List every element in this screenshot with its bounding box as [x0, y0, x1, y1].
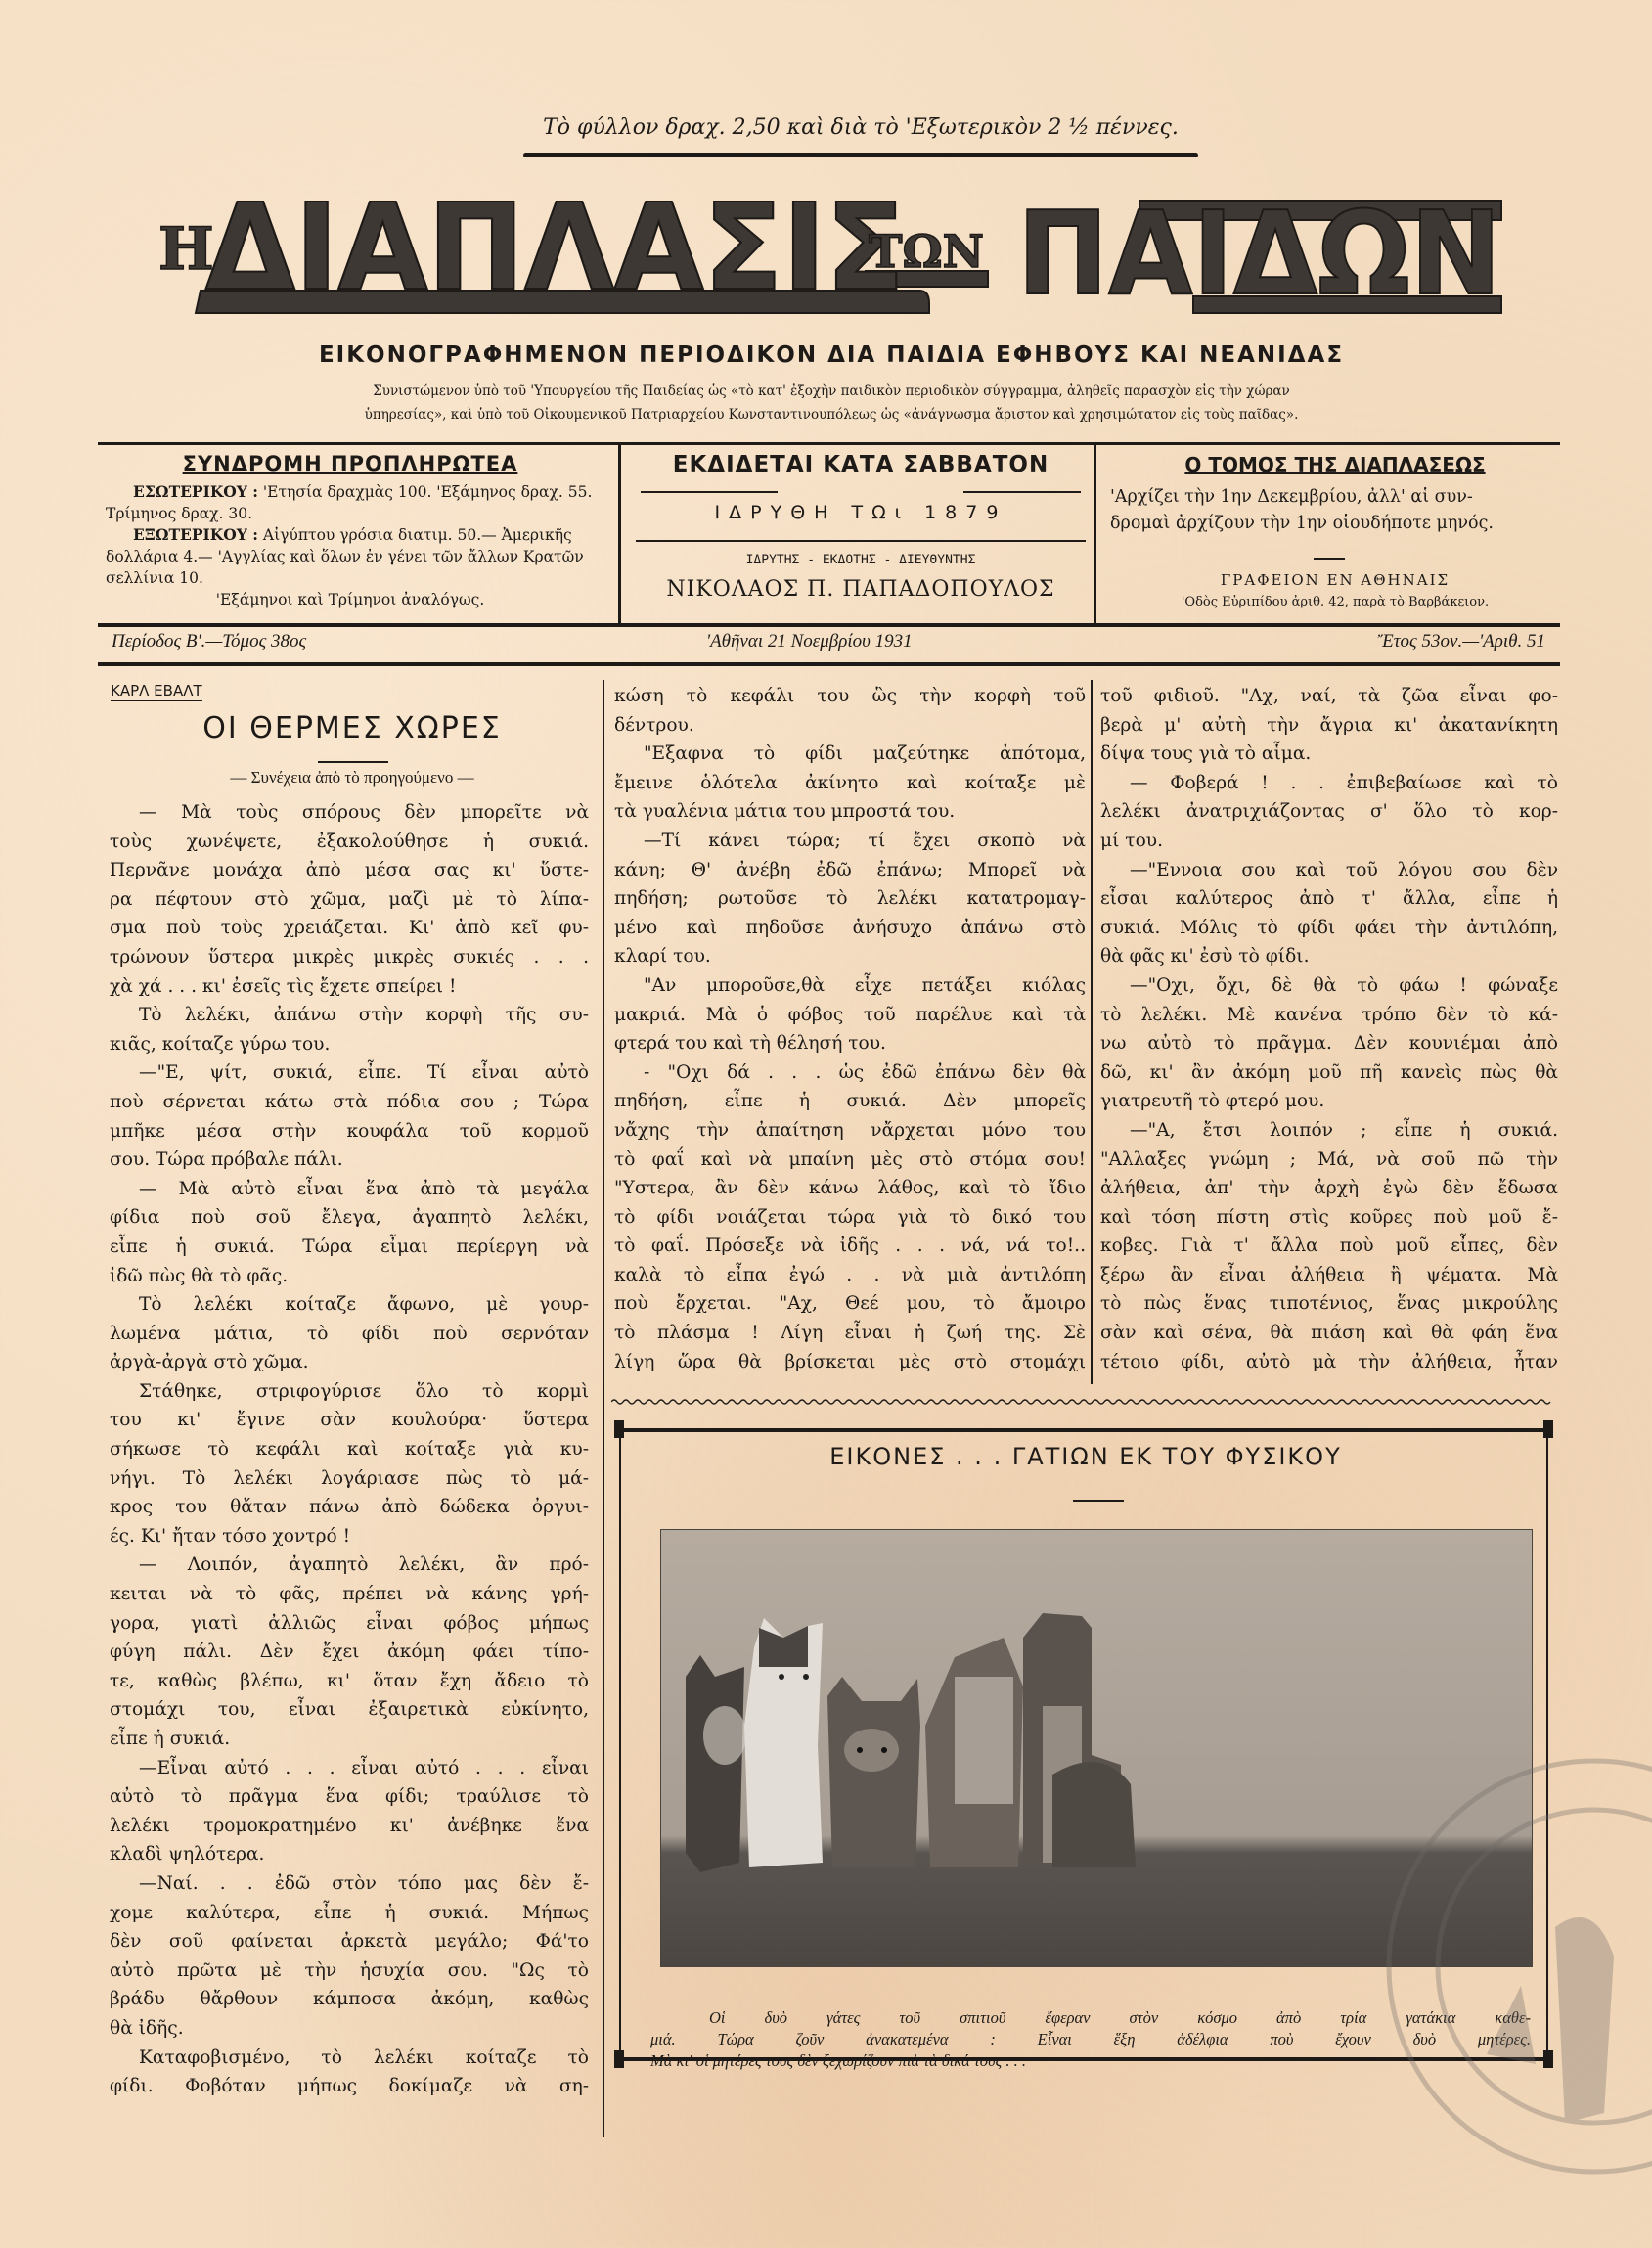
article-line: νω αὐτὸ τὸ πρᾶγμα. Δὲν κουνιέμαι ἀπὸ — [1100, 1033, 1558, 1055]
article-line: γορα, γιατὶ ἀλλιῶς εἶναι φόβος μήπως — [110, 1612, 589, 1634]
foreign-text: Αἰγύπτου γρόσια διατιμ. 50.— Ἀμερικῆς δολλάρια 4.— 'Αγγλίας καὶ ὅλων ἐν γένει τῶν ἄλλων Κρατῶν σελλίνια 10. — [106, 526, 584, 587]
caption-line: Μὰ κι' οἱ μητέρες τους δὲν ξεχωρίζουν πιὰ τὰ δικά τους . . . — [650, 2051, 1027, 2070]
article-line: κιᾶς, κοίταζε γύρω του. — [110, 1033, 331, 1055]
article-line: κοβες. Γιὰ τ' ἄλλα ποὺ μοῦ εἶπες, δὲν — [1100, 1236, 1558, 1257]
masthead-logo — [156, 181, 1506, 318]
kitten-3 — [827, 1677, 920, 1867]
article-line: μί του. — [1100, 830, 1163, 851]
article-line: καὶ τόση πίστη στὶς κοῦρες ποὺ μοῦ ἔ- — [1100, 1206, 1558, 1228]
masthead-article: Η — [158, 215, 214, 284]
article-line: φίδια ποὺ σοῦ ἔλεγα, ἀγαπητὸ λελέκι, — [110, 1207, 589, 1229]
founded-year: ΙΔΡΥΘΗ ΤΩι 1879 — [714, 502, 1007, 523]
period-volume: Περίοδος Β'.—Τόμος 38ος — [112, 631, 307, 652]
article-line: βερὰ μ' αὐτὴ τὴν ἄγρια κι' ἀκατανίκητη — [1100, 714, 1558, 736]
domestic-text: 'Ετησία δραχμὰς 100. 'Εξάμηνος δραχ. 55. Τρίμηνος δραχ. 30. — [106, 483, 593, 522]
masthead-children: ΠΑΙΔΩΝ — [1017, 186, 1501, 318]
founded-rule-bottom — [636, 540, 1086, 542]
subscription-body — [106, 481, 595, 610]
article-line: τὸ λελέκι. Μὲ κανένα τρόπο δὲν τὸ κά- — [1100, 1004, 1558, 1025]
kitten-1 — [686, 1655, 746, 1872]
article-line: τὸ φαΐ καὶ νὰ μπαίνη μὲς στὸ στόμα σου! — [614, 1148, 1086, 1170]
article-line: θὰ ἰδῆς. — [110, 2017, 184, 2039]
article-line: λελέκι τρομοκρατημένο κι' ἀνέβηκε ἕνα — [110, 1815, 589, 1836]
article-line: —"Οχι, ὄχι, δὲ θὰ τὸ φάω ! φώναξε — [1130, 974, 1558, 996]
article-line: τρώνουν ὕστερα μικρὲς μικρὲς συκιές . . . — [110, 946, 589, 967]
article-line: κλαδὶ ψηλότερα. — [110, 1844, 265, 1866]
article-line: δῶ, κι' ἂν ἀκόμη μοῦ πῆ κανεὶς πὼς θὰ — [1100, 1061, 1558, 1083]
article-line: μακριά. Μὰ ὁ φόβος τοῦ παρέλυε καὶ τὰ — [614, 1004, 1086, 1025]
year-issue-number: Ἔτος 53ον.—'Αριθ. 51 — [1377, 631, 1545, 652]
article-line: κρος του θἄταν πάνω ἀπὸ δώδεκα ὀργυι- — [110, 1497, 589, 1518]
article-line: — Φοβερά ! . . ἐπιβεβαίωσε καὶ τὸ — [1130, 772, 1558, 793]
recommendation-text — [147, 380, 1516, 427]
dateline — [108, 631, 1545, 654]
article-line: χὰ χά . . . κι' ἐσεῖς τὶς ἔχετε σπείρει ! — [110, 975, 457, 997]
article-line: "Αν μποροῦσε,θὰ εἶχε πετάξει κιόλας — [644, 974, 1086, 996]
article-line: σήκωσε τὸ κεφάλι καὶ κοίταξε γιὰ κυ- — [110, 1439, 589, 1461]
article-line: φίδι. Φοβόταν μήπως δοκίμαζε νὰ ση- — [110, 2076, 589, 2097]
masthead-logo-graphic — [156, 181, 1506, 318]
article-line: —Ναί. . . ἐδῶ στὸν τόπο μας δὲν ἔ- — [139, 1872, 589, 1894]
article-line: λελέκι ἀνατριχιάζοντας σ' ὅλο τὸ κορ- — [1100, 801, 1558, 823]
domestic-label: ΕΣΩΤΕΡΙΚΟΥ : — [133, 482, 258, 501]
subscription-title: ΣΥΝΔΡΟΜΗ ΠΡΟΠΛΗΡΩΤΕΑ — [182, 452, 518, 475]
article-line: —Τί κάνει τώρα; τί ἔχει σκοπὸ νὰ — [644, 830, 1086, 851]
office-address: 'Οδὸς Εὐριπίδου ἀριθ. 42, παρὰ τὸ Βαρβάκειον. — [1181, 595, 1490, 609]
issue-date: 'Αθῆναι 21 Νοεμβρίου 1931 — [706, 631, 913, 652]
article-line: φτερά του καὶ τὴ θέλησή του. — [614, 1033, 886, 1055]
volume-line: δρομαὶ ἀρχίζουν τὴν 1ην οἱουδήποτε μηνός. — [1110, 514, 1494, 533]
volume-text — [1110, 484, 1560, 537]
publication-title: ΕΚΔΙΔΕΤΑΙ ΚΑΤΑ ΣΑΒΒΑΤΟΝ — [672, 452, 1049, 477]
article-line: κάνη; Θ' ἀνέβη ἐδῶ ἐπάνω; Μπορεῖ νὰ — [614, 859, 1086, 880]
article-line: ποὺ ἔρχεται. "Αχ, Θεέ μου, τὸ ἄμοιρο — [614, 1293, 1086, 1315]
article-line: σὰν καὶ σένα, θὰ πιάση καὶ θὰ φάη ἕνα — [1100, 1323, 1558, 1344]
volume-title: Ο ΤΟΜΟΣ ΤΗΣ ΔΙΑΠΛΑΣΕΩΣ — [1184, 453, 1486, 476]
article-line: Στάθηκε, στριφογύρισε ὅλο τὸ κορμὶ — [139, 1380, 589, 1402]
article-line: νήγι. Τὸ λελέκι λογάριασε πὼς τὸ μά- — [110, 1467, 589, 1489]
article-line: κλαρί του. — [614, 946, 711, 967]
article-line: —"Ε, ψίτ, συκιά, εἶπε. Τί εἶναι αὐτὸ — [139, 1062, 589, 1084]
photo-title-rule — [1073, 1500, 1124, 1502]
kittens-photo-image — [661, 1530, 1532, 1966]
article-line: εἶπε ἡ συκιά. Τώρα εἶμαι περίεργη νὰ — [110, 1236, 589, 1257]
office-title: ΓΡΑΦΕΙΟΝ ΕΝ ΑΘΗΝΑΙΣ — [1220, 571, 1451, 589]
photo-caption — [650, 2007, 1531, 2072]
article-title-rule — [318, 761, 388, 763]
publisher-name: ΝΙΚΟΛΑΟΣ Π. ΠΑΠΑΔΟΠΟΥΛΟΣ — [666, 577, 1055, 602]
article-line: τὸ πὼς ἕνας τιποτένιος, ἕνας μικρούλης — [1100, 1293, 1558, 1315]
caption-line: Οἱ δυὸ γάτες τοῦ σπιτιοῦ ἔφεραν στὸν κόσμο ἀπὸ τρία γατάκια καθε- — [709, 2008, 1531, 2027]
article-column-3 — [1100, 682, 1558, 1376]
article-line: —"Εννοια σου καὶ τοῦ λόγου σου δὲν — [1130, 859, 1558, 880]
article-line: σμα ποὺ τοὺς χρειάζεται. Κι' ἀπὸ κεῖ φυ- — [110, 918, 589, 939]
article-line: πηδήση; ρωτοῦσε τὸ λελέκι κατατρομαγ- — [614, 888, 1086, 910]
volume-line: 'Αρχίζει τὴν 1ην Δεκεμβρίου, ἀλλ' αἱ συν- — [1110, 487, 1473, 507]
article-line: μπῆκε μέσα στὴν κουφάλα τοῦ κορμοῦ — [110, 1120, 589, 1142]
article-line: του κι' ἔγινε σὰν κουλούρα· ὕστερα — [110, 1410, 589, 1431]
masthead-title: ΔΙΑΠΛΑΣΙΣ — [205, 181, 905, 317]
article-line: —"Α, ἔτσι λοιπόν ; εἶπε ἡ συκιά. — [1130, 1119, 1558, 1141]
box-divider-2 — [1094, 445, 1096, 623]
article-line: συκιά. Μόλις τὸ φίδι φάει τὴν ἀντιλόπη, — [1100, 917, 1558, 938]
article-line: τέτοιο φίδι, αὐτὸ μὰ τὴν ἀλήθεια, ἦταν — [1100, 1351, 1558, 1372]
article-line: ρα πέφτουν στὸ χῶμα, μαζὶ μὲ τὸ λίπα- — [110, 888, 589, 910]
article-line: Τὸ λελέκι, ἀπάνω στὴν κορφὴ τῆς συ- — [139, 1005, 589, 1026]
article-line: λωμένα μάτια, τὸ φίδι ποὺ σερνόταν — [110, 1323, 589, 1344]
kittens-photo — [660, 1529, 1533, 1967]
article-line: —Εἶναι αὐτό . . . εἶναι αὐτό . . . εἶναι — [139, 1757, 589, 1778]
article-title: ΟΙ ΘΕΡΜΕΣ ΧΩΡΕΣ — [202, 711, 502, 745]
article-line: χομε καλύτερα, εἶπε ἡ συκιά. Μήπως — [110, 1902, 589, 1923]
article-line: — Μὰ αὐτὸ εἶναι ἕνα ἀπὸ τὰ μεγάλα — [139, 1178, 589, 1199]
article-line: καλὰ τὸ εἶπα ἐγώ . . νὰ μιὰ ἀντιλόπη — [614, 1264, 1086, 1285]
article-line: ές. Κι' ἤταν τόσο χοντρό ! — [110, 1525, 351, 1547]
article-line: - "Οχι δά . . . ὡς ἐδῶ ἐπάνω δὲν θὰ — [644, 1061, 1086, 1083]
article-line: ποὺ σέρνεται κάτω στὰ πόδια σου ; Τώρα — [110, 1091, 589, 1112]
kitten-2 — [744, 1618, 823, 1867]
article-continued-note: — Συνέχεια ἀπὸ τὸ προηγούμενο — — [230, 768, 474, 787]
column-divider-2 — [1091, 680, 1093, 1384]
price-rule — [523, 153, 1198, 157]
founded-rule-left — [641, 491, 778, 493]
article-line: ἀλήθεια, ἀπ' τὴν ἀρχὴ ἐγὼ δὲν ἔδωσα — [1100, 1178, 1558, 1199]
article-line: τοῦ φιδιοῦ. "Αχ, ναί, τὰ ζῶα εἶναι φο- — [1100, 686, 1558, 706]
article-line: δέντρου. — [614, 714, 694, 736]
caption-line: μιά. Τώρα ζοῦν ἀνακατεμένα : Εἶναι ἕξη ἀδέλφια ποὺ ἔχουν δυὸ μητέρες. — [650, 2030, 1531, 2048]
article-line: πηδήση, εἶπε ἡ συκιά. Δὲν μπορεῖς — [614, 1091, 1086, 1112]
article-line: τὸ φαΐ. Πρόσεξε νὰ ἰδῆς . . . νά, νά το!.. — [614, 1236, 1086, 1257]
photo-box-title: ΕΙΚΟΝΕΣ . . . ΓΑΤΙΩΝ ΕΚ ΤΟΥ ΦΥΣΙΚΟΥ — [829, 1443, 1342, 1470]
article-line: βράδυ θἄρθουν κάμποσα ἀκόμη, καθὼς — [110, 1989, 589, 2010]
article-line: Τὸ λελέκι κοίταζε ἄφωνο, μὲ γουρ- — [139, 1294, 589, 1316]
article-line: δίψα τους γιὰ τὸ αἷμα. — [1100, 743, 1312, 765]
wavy-divider — [611, 1398, 1555, 1406]
article-line: ἔμεινε ὁλότελα ἀκίνητο καὶ κοίταξε μὲ — [614, 772, 1086, 793]
article-line: νἄχης τὴν ἀπαίτηση νἄρχεται μόνο του — [614, 1119, 1086, 1141]
article-line: γιατρευτῆ τὸ φτερό μου. — [1100, 1091, 1325, 1112]
article-line: τὰ γυαλένια μάτια του μπροστά του. — [614, 801, 956, 823]
article-line: τοὺς χωνέψετε, ἐξακολούθησε ἡ συκιά. — [110, 831, 589, 852]
subtitle: ΕΙΚΟΝΟΓΡΑΦΗΜΕΝΟΝ ΠΕΡΙΟΔΙΚΟΝ ΔΙΑ ΠΑΙΔΙΑ ΕΦΗΒΟΥΣ ΚΑΙ ΝΕΑΝΙΔΑΣ — [318, 342, 1345, 368]
dateline-bottom-rule — [98, 662, 1560, 666]
article-line: δὲν σοῦ φαίνεται ἀρκετὰ μεγάλο; Φά'το — [110, 1931, 589, 1953]
article-line: ἀργὰ-ἀργὰ στὸ χῶμα. — [110, 1352, 309, 1373]
article-line: εἶσαι καλύτερος ἀπὸ τ' ἄλλα, εἶπε ἡ — [1100, 888, 1558, 910]
article-line: εἶπε ἡ συκιά. — [110, 1729, 231, 1749]
article-line: κειται νὰ τὸ φᾶς, πρέπει νὰ κάνης γρή- — [110, 1584, 589, 1605]
article-line: Καταφοβισμένο, τὸ λελέκι κοίταζε τὸ — [139, 2046, 589, 2068]
foreign-label: ΕΞΩΤΕΡΙΚΟΥ : — [133, 525, 258, 544]
article-line: τε, καθὼς βλέπω, κι' ὅταν ἔχη ἄδειο τὸ — [110, 1670, 589, 1691]
article-line: μένο καὶ πηδοῦσε ἀνήσυχο ἀπάνω στὸ — [614, 917, 1086, 938]
article-line: ξέρω ἂν εἶναι ἀλήθεια ἢ ψέματα. Μὰ — [1100, 1264, 1558, 1285]
article-line: ἰδῶ πὼς θὰ τὸ φᾶς. — [110, 1265, 289, 1286]
article-line: σου. Τώρα πρόβαλε πάλι. — [110, 1149, 343, 1171]
volume-rule — [1314, 558, 1345, 560]
article-author: ΚΑΡΛ ΕΒΑΛΤ — [111, 682, 202, 699]
article-line: "Υστερα, ἂν δὲν κάνω λάθος, καὶ τὸ ἴδιο — [614, 1178, 1086, 1199]
box-bottom-rule — [98, 623, 1560, 627]
article-line: Περνᾶνε μονάχα ἀπὸ μέσα σας κι' ὕστε- — [110, 860, 589, 881]
founded-rule-right — [963, 491, 1081, 493]
masthead-of: ΤΩΝ — [869, 225, 984, 278]
article-line: λίγη ὥρα θὰ βρίσκεται μὲς στὸ στομάχι — [614, 1351, 1086, 1372]
article-line: κώση τὸ κεφάλι του ὣς τὴν κορφὴ τοῦ — [614, 686, 1086, 706]
recommendation-line: Συνιστώμενον ὑπὸ τοῦ 'Υπουργείου τῆς Παιδείας ὡς «τὸ κατ' ἐξοχὴν παιδικὸν περιοδικὸν σύγγραμμα, ἀληθεῖς παρασχὸν εἰς τὴν χώραν — [373, 383, 1290, 399]
article-line: τὸ φίδι νοιάζεται τώρα γιὰ τὸ δικό του — [614, 1206, 1086, 1228]
publisher-roles: ΙΔΡΥΤΗΣ - ΕΚΔΟΤΗΣ - ΔΙΕΥΘΥΝΤΗΣ — [745, 553, 976, 567]
article-line: "Αλλαξες γνώμη ; Μά, νὰ σοῦ πῶ τὴν — [1100, 1148, 1558, 1170]
price-line: Τὸ φύλλον δραχ. 2,50 καὶ διὰ τὸ 'Εξωτερικὸν 2 ½ πέννες. — [543, 115, 1179, 140]
subscription-note: 'Εξάμηνοι καὶ Τρίμηνοι ἀναλόγως. — [215, 591, 485, 608]
article-line: τὸ πλάσμα ! Λίγη εἶναι ἡ ζωή της. Σὲ — [614, 1323, 1086, 1344]
article-column-2 — [614, 682, 1086, 1376]
article-line: — Μὰ τοὺς σπόρους δὲν μπορεῖτε νὰ — [139, 802, 589, 823]
article-line: θὰ φᾶς κι' ἐσὺ τὸ φίδι. — [1100, 946, 1310, 967]
article-line: — Λοιπόν, ἀγαπητὸ λελέκι, ἂν πρό- — [139, 1554, 589, 1576]
article-line: στομάχι του, εἶναι ἐξαιρετικὰ εὐκίνητο, — [110, 1699, 589, 1721]
article-line: φύγη πάλι. Δὲν ἔχει ἀκόμη φάει τίπο- — [110, 1641, 589, 1663]
column-divider-1 — [603, 680, 604, 2137]
article-column-1 — [110, 798, 589, 2101]
kitten-6 — [1052, 1762, 1136, 1867]
box-top-rule — [98, 442, 1560, 445]
article-line: "Εξαφνα τὸ φίδι μαζεύτηκε ἀπότομα, — [644, 743, 1086, 765]
recommendation-line: ὑπηρεσίας», καὶ ὑπὸ τοῦ Οἰκουμενικοῦ Πατριαρχείου Κωνσταντινουπόλεως ὡς «ἀνάγνωσμα ἄριστον καὶ χρησιμώτατον εἰς τοὺς παῖδας». — [364, 407, 1299, 423]
article-line: αὐτὸ πρῶτα μὲ τὴν ἡσυχία σου. "Ως τὸ — [110, 1959, 589, 1981]
article-line: αὐτὸ τὸ πρᾶγμα ἕνα φίδι; τραύλισε τὸ — [110, 1786, 589, 1808]
box-divider-1 — [618, 445, 621, 623]
